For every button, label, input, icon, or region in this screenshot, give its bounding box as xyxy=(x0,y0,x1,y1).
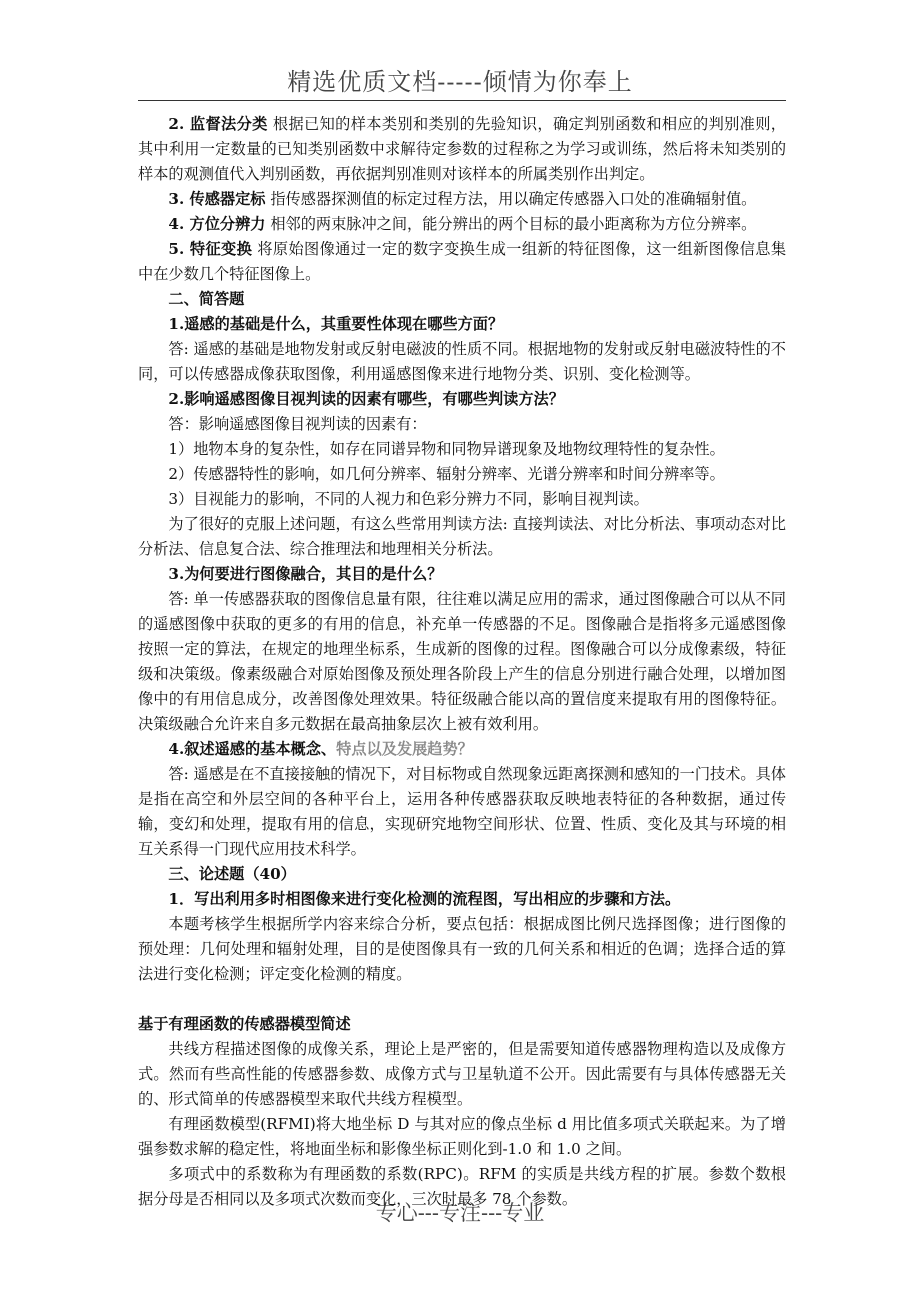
definition-text: 将原始图像通过一定的数字变换生成一组新的特征图像，这一组新图像信息集中在少数几个特征图像上。 xyxy=(138,240,787,283)
definition-text: 相邻的两束脉冲之间，能分辨出的两个目标的最小距离称为方位分辨率。 xyxy=(270,215,757,233)
body-paragraph: 多项式中的系数称为有理函数的系数(RPC)。RFM 的实质是共线方程的扩展。参数个数根据分母是否相同以及多项式次数而变化，三次时最多 78 个参数。 xyxy=(138,1165,786,1208)
definition-term: 5. 特征变换 xyxy=(168,240,253,258)
header-divider xyxy=(138,100,786,101)
question-heading: 1.遥感的基础是什么，其重要性体现在哪些方面？ xyxy=(168,315,504,333)
definition-azimuth-resolution xyxy=(138,212,786,237)
question-heading: 2.影响遥感图像目视判读的因素有哪些，有哪些判读方法？ xyxy=(168,390,564,408)
page-header: 精选优质文档-----倾情为你奉上 xyxy=(287,68,633,96)
definition-sensor-calibration xyxy=(138,187,786,212)
answer-paragraph: 为了很好的克服上述问题，有这么些常用判读方法: 直接判读法、对比分析法、事项动态对比分析法、信息复合法、综合推理法和地理相关分析法。 xyxy=(138,515,786,558)
question-text: 4.叙述遥感的基本概念、 xyxy=(168,740,337,758)
document-body xyxy=(138,112,786,1212)
section-heading: 二、简答题 xyxy=(168,290,245,308)
answer-paragraph: 本题考核学生根据所学内容来综合分析，要点包括：根据成图比例尺选择图像；进行图像的预处理：几何处理和辐射处理，目的是使图像具有一致的几何关系和相近的色调；选择合适的算法进行变化检测；评定变化检测的精度。 xyxy=(138,915,786,983)
definition-feature-transform xyxy=(138,237,786,287)
question-heading: 1．写出利用多时相图像来进行变化检测的流程图，写出相应的步骤和方法。 xyxy=(168,890,681,908)
subsection-title: 基于有理函数的传感器模型简述 xyxy=(138,1015,351,1033)
definition-term: 2. 监督法分类 xyxy=(168,115,268,133)
answer-paragraph: 答: 遥感是在不直接接触的情况下，对目标物或自然现象远距离探测和感知的一门技术。具体是指在高空和外层空间的各种平台上，运用各种传感器获取反映地表特征的各种数据，通过传输，变幻和处理，提取有用的信息，实现研究地物空间形状、位置、性质、变化及其与环境的相互关系得一门现代应用技术科学。 xyxy=(138,765,786,858)
body-paragraph: 共线方程描述图像的成像关系，理论上是严密的，但是需要知道传感器物理构造以及成像方式。然而有些高性能的传感器参数、成像方式与卫星轨道不公开。因此需要有与具体传感器无关的、形式简单的传感器模型来取代共线方程模型。 xyxy=(138,1040,786,1108)
answer-list-item: 3）目视能力的影响，不同的人视力和色彩分辨力不同，影响目视判读。 xyxy=(168,490,649,508)
answer-intro: 答：影响遥感图像目视判读的因素有： xyxy=(168,415,427,433)
question-text-gray: 特点以及发展趋势？ xyxy=(336,740,473,758)
answer-list-item: 1）地物本身的复杂性，如存在同谱异物和同物异谱现象及地物纹理特性的复杂性。 xyxy=(168,440,725,458)
question-heading xyxy=(138,737,786,762)
body-paragraph: 有理函数模型(RFMI)将大地坐标 D 与其对应的像点坐标 d 用比值多项式关联起来。为了增强参数求解的稳定性，将地面坐标和影像坐标正则化到-1.0 和 1.0 之间。 xyxy=(138,1115,786,1158)
answer-paragraph: 答: 单一传感器获取的图像信息量有限，往往难以满足应用的需求，通过图像融合可以从不同的遥感图像中获取的更多的有用的信息，补充单一传感器的不足。图像融合是指将多元遥感图像按照一定的算法，在规定的地理坐标系，生成新的图像的过程。图像融合可以分成像素级，特征级和决策级。像素级融合对原始图像及预处理各阶段上产生的信息分别进行融合处理，以增加图像中的有用信息成分，改善图像处理效果。特征级融合能以高的置信度来提取有用的图像特征。决策级融合允许来自多元数据在最高抽象层次上被有效利用。 xyxy=(138,590,786,733)
definition-text: 根据已知的样本类别和类别的先验知识，确定判别函数和相应的判别准则，其中利用一定数量的已知类别函数中求解待定参数的过程称之为学习或训练，然后将未知类别的样本的观测值代入判别函数，再依据判别准则对该样本的所属类别作出判定。 xyxy=(138,115,786,183)
page-footer: 专心---专注---专业 xyxy=(375,1201,545,1225)
section-heading: 三、论述题（40） xyxy=(168,865,296,883)
definition-term: 3. 传感器定标 xyxy=(168,190,266,208)
answer-paragraph: 答: 遥感的基础是地物发射或反射电磁波的性质不同。根据地物的发射或反射电磁波特性的不同，可以传感器成像获取图像，利用遥感图像来进行地物分类、识别、变化检测等。 xyxy=(138,340,786,383)
blank-line xyxy=(138,987,786,1012)
answer-list-item: 2）传感器特性的影响，如几何分辨率、辐射分辨率、光谱分辨率和时间分辨率等。 xyxy=(168,465,725,483)
question-heading: 3.为何要进行图像融合，其目的是什么？ xyxy=(168,565,443,583)
definition-term: 4. 方位分辨力 xyxy=(168,215,266,233)
definition-text: 指传感器探测值的标定过程方法，用以确定传感器入口处的准确辐射值。 xyxy=(270,190,757,208)
definition-supervised-classification xyxy=(138,112,786,187)
